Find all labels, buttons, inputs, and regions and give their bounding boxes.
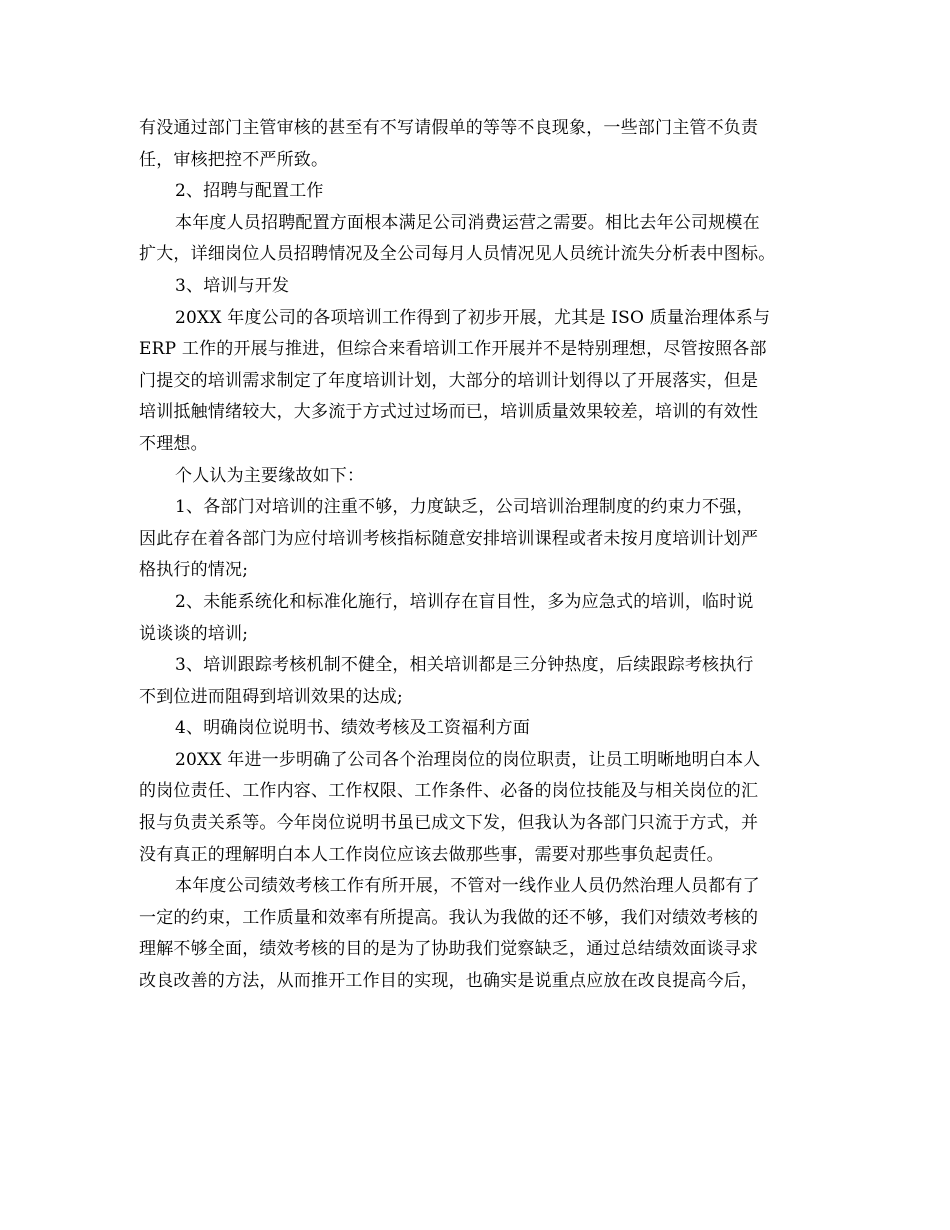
text-line: 因此存在着各部门为应付培训考核指标随意安排培训课程或者未按月度培训计划严	[139, 528, 759, 549]
text-line: 4、明确岗位说明书、绩效考核及工资福利方面	[175, 718, 531, 739]
heading-training	[139, 271, 819, 303]
text-line: 本年度人员招聘配置方面根本满足公司消费运营之需要。相比去年公司规模在	[175, 212, 760, 233]
heading-recruitment	[139, 176, 819, 208]
paragraph-leave-approval	[139, 113, 819, 176]
paragraph-job-description	[139, 745, 819, 871]
text-line: 20XX 年度公司的各项培训工作得到了初步开展，尤其是 ISO 质量治理体系与	[175, 307, 771, 328]
text-line: 个人认为主要缘故如下：	[175, 465, 365, 486]
text-line: 培训抵触情绪较大，大多流于方式过过场而已，培训质量效果较差，培训的有效性	[139, 402, 759, 423]
text-line: ERP 工作的开展与推进，但综合来看培训工作开展并不是特别理想，尽管按照各部	[139, 339, 767, 360]
text-line: 3、培训与开发	[175, 275, 290, 296]
paragraph-recruitment	[139, 208, 819, 271]
text-line: 门提交的培训需求制定了年度培训计划，大部分的培训计划得以了开展落实，但是	[139, 370, 759, 391]
text-line: 不到位进而阻碍到培训效果的达成;	[139, 686, 403, 707]
text-line continuation: 扩大，详细岗位人员招聘情况及全公司每月人员情况见人员统计流失分析表中图标。	[139, 244, 776, 265]
text-line: 的岗位责任、工作内容、工作权限、工作条件、必备的岗位技能及与相关岗位的汇	[139, 781, 759, 802]
text-line: 本年度公司绩效考核工作有所开展，不管对一线作业人员仍然治理人员都有了	[175, 876, 760, 897]
text-line: 改良改善的方法，从而推开工作目的实现，也确实是说重点应放在改良提高今后，	[139, 971, 759, 992]
text-line: 没有真正的理解明白本人工作岗位应该去做那些事，需要对那些事负起责任。	[139, 844, 724, 865]
list-item-reason-2	[139, 587, 819, 650]
text-line: 1、各部门对培训的注重不够，力度缺乏，公司培训治理制度的约束力不强，	[175, 497, 754, 518]
text-line: 3、培训跟踪考核机制不健全，相关培训都是三分钟热度，后续跟踪考核执行	[175, 655, 754, 676]
paragraph-training	[139, 303, 819, 461]
paragraph-performance	[139, 871, 819, 997]
text-line: 有没通过部门主管审核的甚至有不写请假单的等等不良现象，一些部门主管不负责	[139, 118, 759, 138]
text-line: 一定的约束，工作质量和效率有所提高。我认为我做的还不够，我们对绩效考核的	[139, 907, 759, 928]
text-line: 任，审核把控不严所致。	[139, 149, 329, 170]
text-line: 理解不够全面，绩效考核的目的是为了协助我们觉察缺乏，通过总结绩效面谈寻求	[139, 939, 759, 960]
text-line: 20XX 年进一步明确了公司各个治理岗位的岗位职责，让员工明晰地明白本人	[175, 749, 761, 770]
text-line: 格执行的情况;	[139, 560, 249, 581]
text-line: 2、未能系统化和标准化施行，培训存在盲目性，多为应急式的培训，临时说	[175, 591, 754, 612]
paragraph-reasons-intro	[139, 461, 819, 493]
text-line: 不理想。	[139, 433, 208, 454]
text-line: 说谈谈的培训;	[139, 623, 249, 644]
list-item-reason-1	[139, 492, 819, 587]
text-line: 2、招聘与配置工作	[175, 181, 324, 202]
heading-job-description	[139, 713, 819, 745]
list-item-reason-3	[139, 650, 819, 713]
text-line: 报与负责关系等。今年岗位说明书虽已成文下发，但我认为各部门只流于方式，并	[139, 813, 759, 834]
document-body	[139, 113, 819, 998]
